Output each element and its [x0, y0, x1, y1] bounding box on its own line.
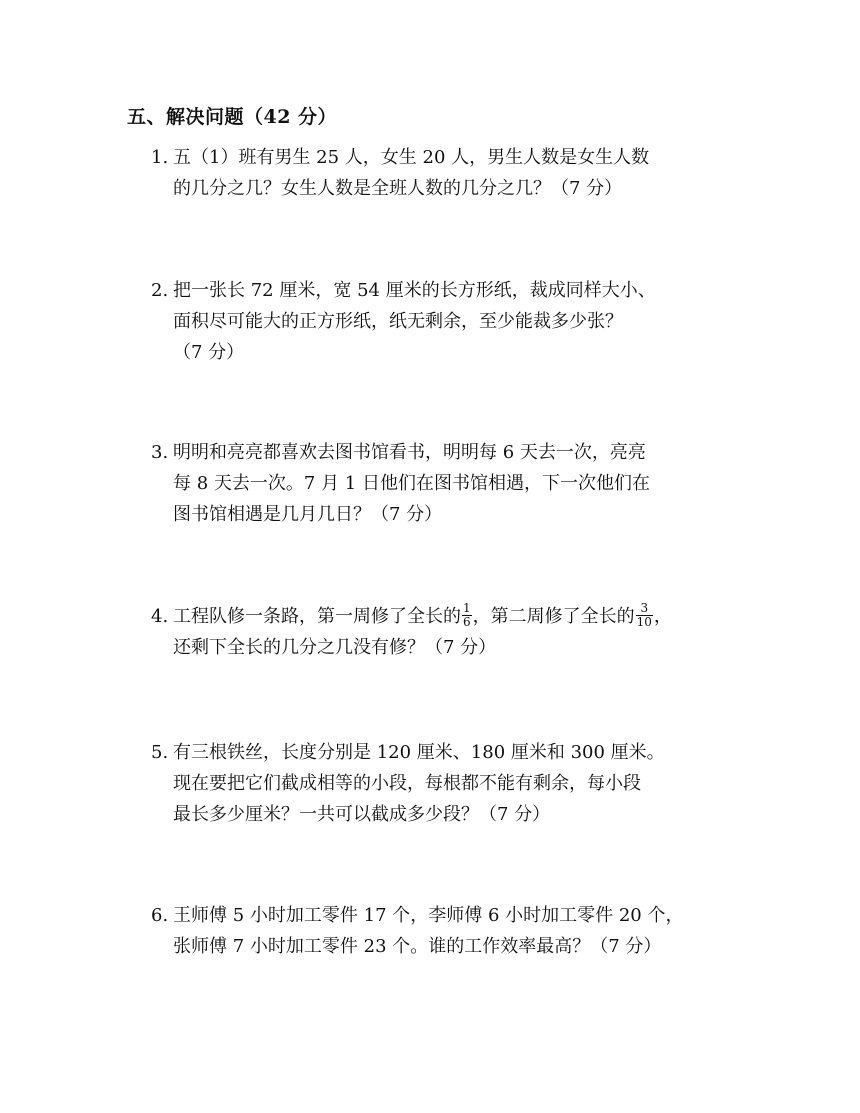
problem-line: 有三根铁丝，长度分别是 120 厘米、180 厘米和 300 厘米。 — [173, 742, 665, 763]
problem-line: 面积尽可能大的正方形纸，纸无剩余，至少能裁多少张？ — [173, 311, 623, 332]
problem-text — [173, 601, 751, 663]
problem-line: 图书馆相遇是几月几日？（7 分） — [173, 504, 443, 525]
problem-line: 现在要把它们截成相等的小段，每根都不能有剩余，每小段 — [173, 773, 641, 794]
fraction-numerator: 1 — [463, 600, 471, 615]
problem-3 — [151, 437, 751, 530]
problem-4 — [151, 601, 751, 663]
fraction-one-sixth — [462, 602, 472, 629]
problem-number: 5. — [151, 742, 169, 763]
problem-text-segment: ， — [653, 606, 672, 627]
problem-text — [173, 737, 751, 830]
fraction-numerator: 3 — [636, 602, 653, 616]
problem-text — [173, 275, 751, 368]
section-title: 五、解决问题（42 分） — [127, 106, 338, 128]
problem-5 — [151, 737, 751, 830]
problem-line: 还剩下全长的几分之几没有修？（7 分） — [173, 637, 497, 658]
problem-1 — [151, 142, 751, 204]
problem-number: 6. — [151, 905, 169, 926]
problem-line: 的几分之几？女生人数是全班人数的几分之几？（7 分） — [173, 178, 623, 199]
problem-line: 王师傅 5 小时加工零件 17 个，李师傅 6 小时加工零件 20 个， — [173, 905, 684, 926]
problem-line: 张师傅 7 小时加工零件 23 个。谁的工作效率最高？（7 分） — [173, 936, 662, 957]
problem-number: 4. — [151, 606, 169, 627]
problem-number: 1. — [151, 147, 169, 168]
problem-number: 2. — [151, 280, 169, 301]
problem-line — [173, 601, 751, 632]
problem-2 — [151, 275, 751, 368]
fraction-denominator: 10 — [636, 614, 652, 629]
problem-line: 五（1）班有男生 25 人，女生 20 人，男生人数是女生人数 — [173, 147, 650, 168]
fraction-denominator: 6 — [463, 614, 471, 629]
problem-line: 把一张长 72 厘米，宽 54 厘米的长方形纸，裁成同样大小、 — [173, 280, 656, 301]
problem-line: （7 分） — [173, 342, 245, 363]
problem-line: 最长多少厘米？一共可以截成多少段？（7 分） — [173, 804, 551, 825]
problem-text — [173, 437, 751, 530]
problem-text — [173, 900, 751, 962]
problem-6 — [151, 900, 751, 962]
problem-text-segment: 工程队修一条路，第一周修了全长的 — [173, 606, 461, 627]
fraction-three-tenths — [636, 602, 653, 629]
problem-line: 每 8 天去一次。7 月 1 日他们在图书馆相遇，下一次他们在 — [173, 473, 650, 494]
problem-number: 3. — [151, 442, 169, 463]
problem-line: 明明和亮亮都喜欢去图书馆看书，明明每 6 天去一次，亮亮 — [173, 442, 646, 463]
problem-text-segment: ，第二周修了全长的 — [472, 606, 635, 627]
problem-text — [173, 142, 751, 204]
